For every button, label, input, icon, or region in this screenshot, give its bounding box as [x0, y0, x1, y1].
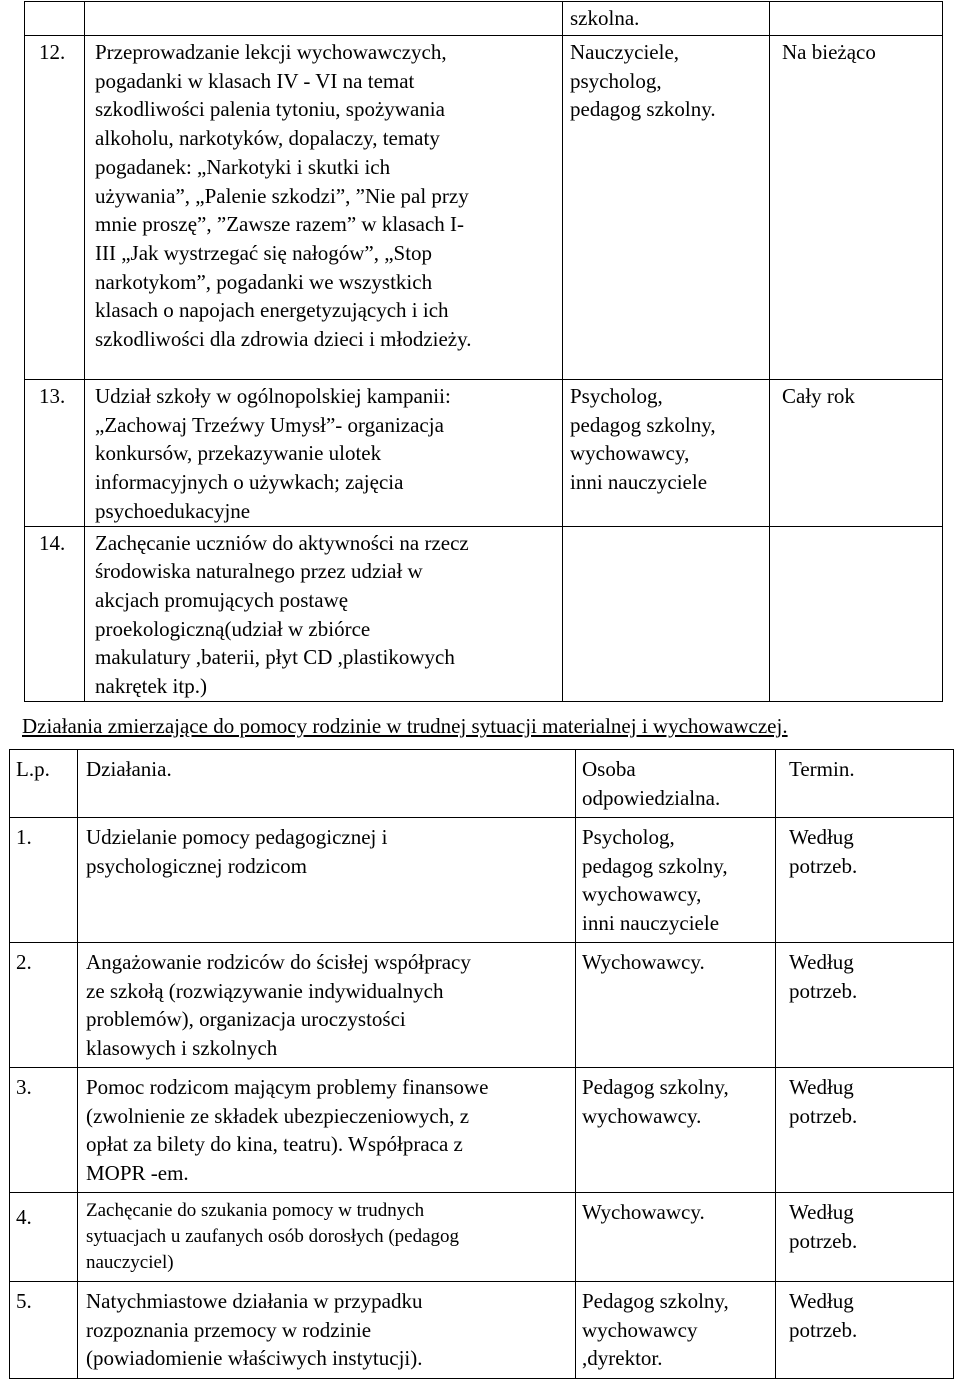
term-cell — [776, 1193, 954, 1282]
activity-line: problemów), organizacja uroczystości — [86, 1007, 406, 1031]
responsible-line: pedagog szkolny, — [570, 412, 716, 437]
activity-line: używania”, „Palenie szkodzi”, ”Nie pal przy — [95, 183, 469, 208]
responsible-cell — [563, 380, 770, 527]
row-number: 13. — [39, 384, 66, 408]
activity-line: klasowych i szkolnych — [86, 1035, 278, 1060]
responsible-line: Psycholog, — [570, 384, 663, 408]
activity-line: Angażowanie rodziców do ścisłej współpracy — [86, 950, 471, 974]
row-number: 14. — [39, 530, 66, 555]
activity-line: psychoedukacyjne — [95, 498, 251, 523]
term-line: Według — [789, 1200, 854, 1224]
header-term: Termin. — [789, 757, 855, 781]
responsible-line: Wychowawcy. — [582, 950, 705, 974]
activity-line: „Zachowaj Trzeźwy Umysł”- organizacja — [95, 412, 444, 437]
activity-line: pogadanki w klasach IV - VI na temat — [95, 68, 415, 93]
family-support-table — [9, 749, 954, 1379]
responsible-line: pedagog szkolny, — [582, 853, 728, 878]
term-cell — [776, 818, 954, 943]
row-number: 4. — [16, 1205, 32, 1229]
activity-line: alkoholu, narkotyków, dopalaczy, tematy — [95, 126, 440, 151]
activity-line: klasach o napojach energetyzujących i ich — [95, 298, 449, 323]
activity-line: konkursów, przekazywanie ulotek — [95, 441, 382, 466]
row-number-cell — [25, 2, 85, 36]
term-cell — [770, 526, 943, 701]
activity-line: pogadanek: „Narkotyki i skutki ich — [95, 154, 391, 179]
activity-line: nakrętek itp.) — [95, 674, 207, 699]
table-row — [25, 36, 943, 380]
table-row — [10, 1068, 954, 1193]
responsible-cell — [576, 1068, 776, 1193]
header-cell-term — [776, 750, 954, 818]
table-row — [25, 526, 943, 701]
activity-line: rozpoznania przemocy w rodzinie — [86, 1317, 372, 1342]
activity-line: szkodliwości dla zdrowia dzieci i młodzieży. — [95, 327, 472, 352]
header-activity: Działania. — [86, 757, 172, 781]
activity-cell — [78, 1068, 576, 1193]
activity-line: ze szkołą (rozwiązywanie indywidualnych — [86, 978, 444, 1003]
term-line: potrzeb. — [789, 1317, 858, 1342]
activity-cell — [85, 2, 563, 36]
table-row — [10, 818, 954, 943]
activity-line: proekologiczną(udział w zbiórce — [95, 616, 371, 641]
term-line: potrzeb. — [789, 853, 858, 878]
activity-line: Udzielanie pomocy pedagogicznej i — [86, 825, 388, 849]
responsible-line: wychowawcy — [582, 1317, 698, 1342]
row-number: 1. — [16, 825, 32, 849]
term-text: Cały rok — [782, 384, 855, 408]
table-row — [10, 1193, 954, 1282]
responsible-line: inni nauczyciele — [570, 470, 708, 495]
term-cell — [776, 1282, 954, 1379]
row-number-cell — [25, 526, 85, 701]
row-number-cell — [25, 36, 85, 380]
activity-line: (powiadomienie właściwych instytucji). — [86, 1346, 423, 1370]
row-number-cell — [10, 1193, 78, 1282]
term-line: potrzeb. — [789, 1103, 858, 1128]
responsible-cell — [563, 2, 770, 36]
responsible-cell — [563, 526, 770, 701]
responsible-cell — [576, 818, 776, 943]
header-cell-responsible — [576, 750, 776, 818]
term-text: Na bieżąco — [782, 40, 876, 64]
responsible-line: wychowawcy, — [582, 882, 702, 906]
responsible-cell — [563, 36, 770, 380]
row-number-cell — [10, 818, 78, 943]
activity-line: szkodliwości palenia tytoniu, spożywania — [95, 97, 445, 122]
row-number: 3. — [16, 1075, 32, 1099]
activity-line: MOPR -em. — [86, 1160, 189, 1185]
responsible-line: pedagog szkolny. — [570, 97, 716, 122]
term-line: potrzeb. — [789, 978, 858, 1003]
responsible-line: Pedagog szkolny, — [582, 1075, 729, 1099]
header-row — [10, 750, 954, 818]
activity-line: III „Jak wystrzegać się nałogów”, „Stop — [95, 240, 433, 265]
activity-cell — [85, 380, 563, 527]
activity-line: akcjach promujących postawę — [95, 587, 349, 612]
term-cell — [770, 2, 943, 36]
header-cell-activity — [78, 750, 576, 818]
activity-line: psychologicznej rodzicom — [86, 853, 308, 878]
term-line: potrzeb. — [789, 1228, 858, 1253]
prevention-activities-table — [24, 1, 943, 702]
activity-line: mnie proszę”, ”Zawsze razem” w klasach I- — [95, 212, 465, 237]
header-responsible-line: Osoba — [582, 757, 636, 781]
responsible-cell — [576, 1282, 776, 1379]
responsible-cell — [576, 1193, 776, 1282]
activity-line: (zwolnienie ze składek ubezpieczeniowych, z — [86, 1103, 470, 1128]
responsible-line: wychowawcy. — [582, 1103, 702, 1128]
activity-cell — [78, 1282, 576, 1379]
activity-line: Przeprowadzanie lekcji wychowawczych, — [95, 40, 447, 64]
responsible-line: Psycholog, — [582, 825, 675, 849]
row-number: 12. — [39, 40, 66, 64]
activity-line: środowiska naturalnego przez udział w — [95, 559, 423, 584]
header-responsible-line: odpowiedzialna. — [582, 785, 721, 810]
activity-cell — [78, 1193, 576, 1282]
responsible-line: Wychowawcy. — [582, 1200, 705, 1224]
activity-line: Zachęcanie uczniów do aktywności na rzecz — [95, 530, 469, 555]
responsible-cell — [576, 943, 776, 1068]
term-line: Według — [789, 950, 854, 974]
row-number-cell — [10, 943, 78, 1068]
section-heading: Działania zmierzające do pomocy rodzinie w trudnej sytuacji materialnej i wychowawczej. — [22, 714, 788, 738]
activity-cell — [78, 818, 576, 943]
activity-line: opłat za bilety do kina, teatru). Współpraca z — [86, 1132, 463, 1156]
term-line: Według — [789, 1075, 854, 1099]
activity-line: makulatury ,baterii, płyt CD ,plastikowych — [95, 645, 455, 670]
table-row — [25, 2, 943, 36]
header-cell-no — [10, 750, 78, 818]
row-number: 5. — [16, 1289, 32, 1313]
term-cell — [776, 1068, 954, 1193]
term-cell — [776, 943, 954, 1068]
term-line: Według — [789, 1289, 854, 1313]
responsible-line: psycholog, — [570, 68, 662, 93]
row-number-cell — [10, 1068, 78, 1193]
activity-line: informacyjnych o używkach; zajęcia — [95, 470, 404, 495]
activity-cell — [78, 943, 576, 1068]
activity-line: Udział szkoły w ogólnopolskiej kampanii: — [95, 384, 451, 408]
table-row — [10, 1282, 954, 1379]
term-cell — [770, 380, 943, 527]
table-row — [25, 380, 943, 527]
responsible-line: wychowawcy, — [570, 441, 690, 466]
row-number-cell — [10, 1282, 78, 1379]
activity-line: Pomoc rodzicom mającym problemy finansowe — [86, 1075, 489, 1099]
responsible-line: Nauczyciele, — [570, 40, 680, 64]
activity-cell — [85, 526, 563, 701]
table-row — [10, 943, 954, 1068]
term-line: Według — [789, 825, 854, 849]
responsible-line: Pedagog szkolny, — [582, 1289, 729, 1313]
responsible-text: szkolna. — [570, 6, 640, 30]
row-number: 2. — [16, 950, 32, 974]
activity-line: Zachęcanie do szukania pomocy w trudnych — [86, 1200, 425, 1221]
activity-cell — [85, 36, 563, 380]
activity-line: narkotykom”, pogadanki we wszystkich — [95, 269, 433, 294]
responsible-line: inni nauczyciele — [582, 910, 720, 935]
activity-line: sytuacjach u zaufanych osób dorosłych (pedagog — [86, 1226, 460, 1247]
responsible-line: ,dyrektor. — [582, 1346, 663, 1370]
row-number-cell — [25, 380, 85, 527]
activity-line: nauczyciel) — [86, 1252, 174, 1273]
term-cell — [770, 36, 943, 380]
header-no: L.p. — [16, 757, 50, 781]
activity-line: Natychmiastowe działania w przypadku — [86, 1289, 423, 1313]
